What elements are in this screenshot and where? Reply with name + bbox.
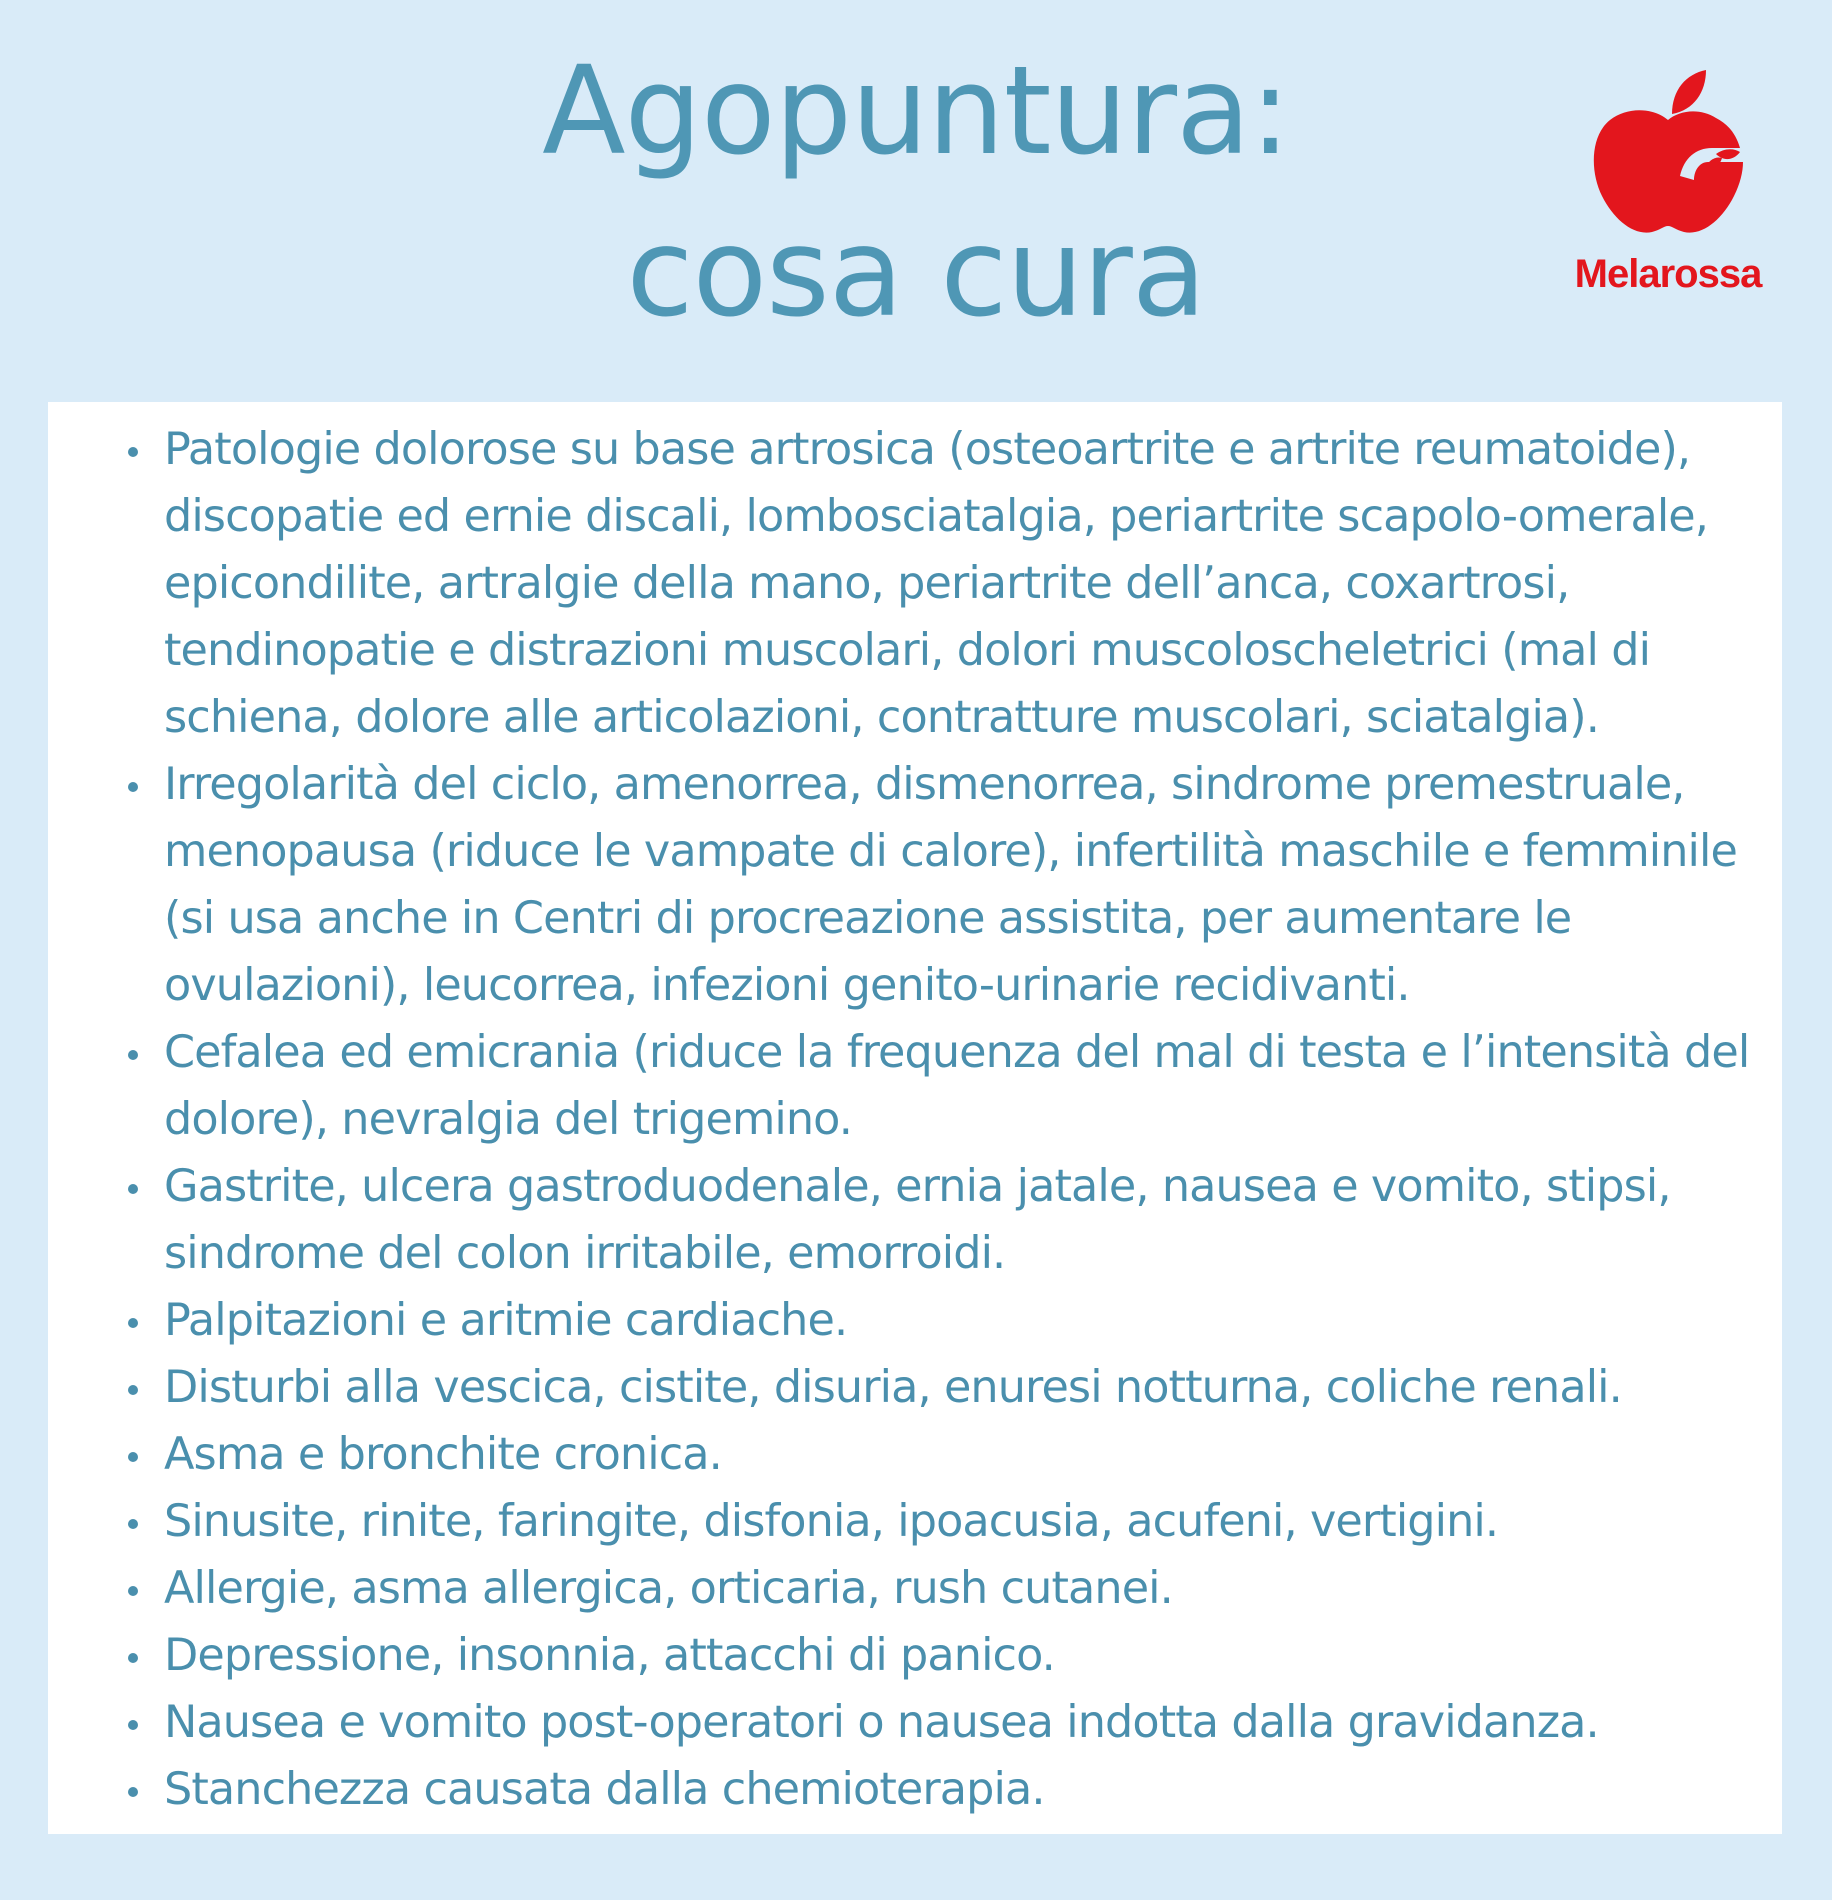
list-item: Allergie, asma allergica, orticaria, rush cutanei. [116, 1555, 1766, 1622]
conditions-list [116, 416, 1766, 1823]
title-line-1: Agopuntura: [542, 40, 1290, 182]
melarossa-logo [1558, 68, 1778, 308]
list-item: Palpitazioni e aritmie cardiache. [116, 1287, 1766, 1354]
list-item: Asma e bronchite cronica. [116, 1421, 1766, 1488]
list-item: Disturbi alla vescica, cistite, disuria, enuresi notturna, coliche renali. [116, 1354, 1766, 1421]
logo-text: Melarossa [1574, 252, 1762, 296]
list-item: Patologie dolorose su base artrosica (osteoartrite e artrite reumatoide), discopatie ed ernie discali, lombosciatalgia, periartrite scapolo-omerale, epicondilite, artralgie della mano, periartrite dell’anca, coxartrosi, tendinopatie e distrazioni muscolari, dolori muscoloscheletrici (mal di schiena, dolore alle articolazioni, contratture muscolari, sciatalgia). [116, 416, 1766, 751]
list-item: Depressione, insonnia, attacchi di panico. [116, 1622, 1766, 1689]
title-line-2: cosa cura [626, 202, 1206, 344]
apple-icon [1588, 68, 1748, 238]
list-item: Irregolarità del ciclo, amenorrea, dismenorrea, sindrome premestruale, menopausa (riduce le vampate di calore), infertilità maschile e femminile (si usa anche in Centri di procreazione assistita, per aumentare le ovulazioni), leucorrea, infezioni genito-urinarie recidivanti. [116, 751, 1766, 1019]
list-item: Cefalea ed emicrania (riduce la frequenza del mal di testa e l’intensità del dolore), nevralgia del trigemino. [116, 1019, 1766, 1153]
list-item: Stanchezza causata dalla chemioterapia. [116, 1756, 1766, 1823]
list-item: Sinusite, rinite, faringite, disfonia, ipoacusia, acufeni, vertigini. [116, 1488, 1766, 1555]
list-item: Nausea e vomito post-operatori o nausea indotta dalla gravidanza. [116, 1689, 1766, 1756]
content-card [48, 402, 1782, 1834]
list-item: Gastrite, ulcera gastroduodenale, ernia jatale, nausea e vomito, stipsi, sindrome del colon irritabile, emorroidi. [116, 1153, 1766, 1287]
